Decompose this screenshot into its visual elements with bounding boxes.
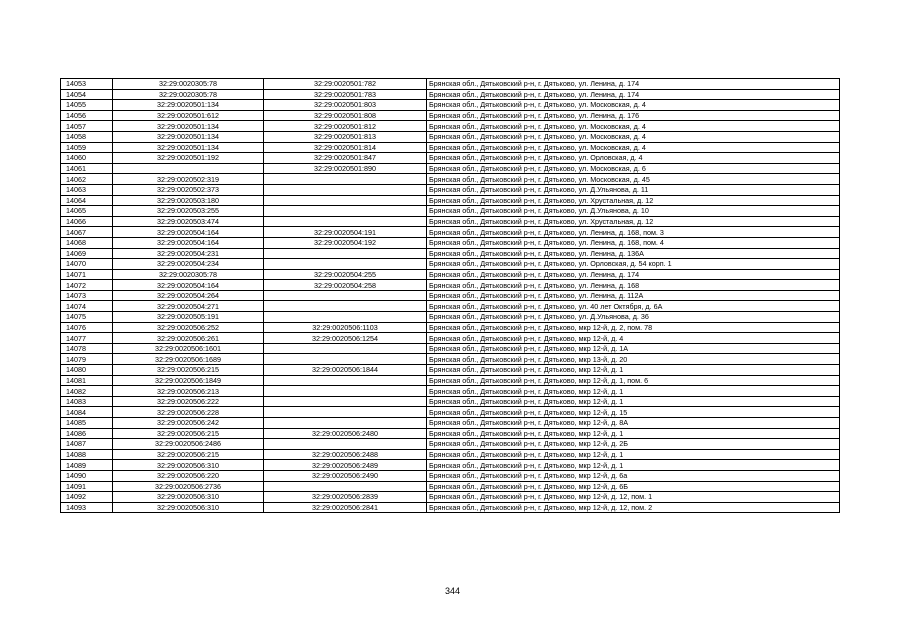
parcel-number-cell: 32:29:0020506:1601 <box>113 343 264 354</box>
address-cell: Брянская обл., Дятьковский р-н, г. Дятьково, мкр 12-й, д. 1 <box>427 460 840 471</box>
parcel-number-cell: 32:29:0020506:2486 <box>113 439 264 450</box>
address-cell: Брянская обл., Дятьковский р-н, г. Дятьково, ул. Московская, д. 4 <box>427 121 840 132</box>
table-row <box>61 407 840 418</box>
object-number-cell <box>264 301 427 312</box>
table-row <box>61 280 840 291</box>
object-number-cell <box>264 343 427 354</box>
parcel-number-cell: 32:29:0020501:134 <box>113 142 264 153</box>
address-cell: Брянская обл., Дятьковский р-н, г. Дятьково, ул. Ленина, д. 168 <box>427 280 840 291</box>
object-number-cell <box>264 439 427 450</box>
row-number-cell: 14090 <box>61 470 113 481</box>
row-number-cell: 14069 <box>61 248 113 259</box>
parcel-number-cell: 32:29:0020504:164 <box>113 280 264 291</box>
address-cell: Брянская обл., Дятьковский р-н, г. Дятьково, ул. Хрустальная, д. 12 <box>427 216 840 227</box>
object-number-cell: 32:29:0020506:1103 <box>264 322 427 333</box>
table-row <box>61 418 840 429</box>
row-number-cell: 14064 <box>61 195 113 206</box>
object-number-cell: 32:29:0020506:2488 <box>264 449 427 460</box>
address-cell: Брянская обл., Дятьковский р-н, г. Дятьково, мкр 12-й, д. 1 <box>427 449 840 460</box>
table-row <box>61 375 840 386</box>
parcel-number-cell: 32:29:0020506:261 <box>113 333 264 344</box>
address-cell: Брянская обл., Дятьковский р-н, г. Дятьково, мкр 12-й, д. 8А <box>427 418 840 429</box>
table-row <box>61 174 840 185</box>
parcel-number-cell: 32:29:0020506:222 <box>113 396 264 407</box>
object-number-cell: 32:29:0020504:255 <box>264 269 427 280</box>
address-cell: Брянская обл., Дятьковский р-н, г. Дятьково, мкр 12-й, д. 1А <box>427 343 840 354</box>
registry-table <box>60 78 840 513</box>
row-number-cell: 14065 <box>61 206 113 217</box>
parcel-number-cell: 32:29:0020504:234 <box>113 259 264 270</box>
row-number-cell: 14055 <box>61 100 113 111</box>
row-number-cell: 14079 <box>61 354 113 365</box>
row-number-cell: 14061 <box>61 163 113 174</box>
row-number-cell: 14077 <box>61 333 113 344</box>
object-number-cell: 32:29:0020504:258 <box>264 280 427 291</box>
parcel-number-cell: 32:29:0020501:134 <box>113 131 264 142</box>
parcel-number-cell: 32:29:0020506:310 <box>113 492 264 503</box>
parcel-number-cell: 32:29:0020501:192 <box>113 153 264 164</box>
parcel-number-cell: 32:29:0020506:252 <box>113 322 264 333</box>
row-number-cell: 14076 <box>61 322 113 333</box>
row-number-cell: 14053 <box>61 79 113 90</box>
address-cell: Брянская обл., Дятьковский р-н, г. Дятьково, мкр 12-й, д. 1 <box>427 386 840 397</box>
parcel-number-cell: 32:29:0020504:164 <box>113 237 264 248</box>
object-number-cell: 32:29:0020501:847 <box>264 153 427 164</box>
row-number-cell: 14054 <box>61 89 113 100</box>
row-number-cell: 14056 <box>61 110 113 121</box>
object-number-cell: 32:29:0020501:782 <box>264 79 427 90</box>
object-number-cell: 32:29:0020501:808 <box>264 110 427 121</box>
table-row <box>61 100 840 111</box>
table-row <box>61 460 840 471</box>
row-number-cell: 14059 <box>61 142 113 153</box>
table-row <box>61 131 840 142</box>
parcel-number-cell: 32:29:0020506:213 <box>113 386 264 397</box>
table-row <box>61 163 840 174</box>
table-row <box>61 481 840 492</box>
parcel-number-cell: 32:29:0020502:373 <box>113 184 264 195</box>
table-row <box>61 312 840 323</box>
table-row <box>61 449 840 460</box>
object-number-cell <box>264 375 427 386</box>
parcel-number-cell: 32:29:0020503:255 <box>113 206 264 217</box>
row-number-cell: 14060 <box>61 153 113 164</box>
table-row <box>61 354 840 365</box>
row-number-cell: 14068 <box>61 237 113 248</box>
address-cell: Брянская обл., Дятьковский р-н, г. Дятьково, ул. Московская, д. 4 <box>427 100 840 111</box>
row-number-cell: 14057 <box>61 121 113 132</box>
row-number-cell: 14087 <box>61 439 113 450</box>
table-row <box>61 301 840 312</box>
table-row <box>61 428 840 439</box>
table-row <box>61 439 840 450</box>
address-cell: Брянская обл., Дятьковский р-н, г. Дятьково, мкр 12-й, д. 1 <box>427 396 840 407</box>
row-number-cell: 14075 <box>61 312 113 323</box>
row-number-cell: 14082 <box>61 386 113 397</box>
parcel-number-cell: 32:29:0020506:228 <box>113 407 264 418</box>
table-row <box>61 195 840 206</box>
address-cell: Брянская обл., Дятьковский р-н, г. Дятьково, ул. Д.Ульянова, д. 10 <box>427 206 840 217</box>
parcel-number-cell: 32:29:0020305:78 <box>113 79 264 90</box>
parcel-number-cell: 32:29:0020501:612 <box>113 110 264 121</box>
row-number-cell: 14080 <box>61 365 113 376</box>
address-cell: Брянская обл., Дятьковский р-н, г. Дятьково, мкр 12-й, д. 4 <box>427 333 840 344</box>
object-number-cell <box>264 248 427 259</box>
row-number-cell: 14089 <box>61 460 113 471</box>
row-number-cell: 14086 <box>61 428 113 439</box>
table-row <box>61 206 840 217</box>
object-number-cell: 32:29:0020506:2841 <box>264 502 427 513</box>
address-cell: Брянская обл., Дятьковский р-н, г. Дятьково, ул. Орловская, д. 54 корп. 1 <box>427 259 840 270</box>
object-number-cell: 32:29:0020506:2480 <box>264 428 427 439</box>
page-number: 344 <box>444 586 461 596</box>
address-cell: Брянская обл., Дятьковский р-н, г. Дятьково, ул. Хрустальная, д. 12 <box>427 195 840 206</box>
parcel-number-cell: 32:29:0020506:310 <box>113 502 264 513</box>
table-row <box>61 216 840 227</box>
table-row <box>61 89 840 100</box>
object-number-cell <box>264 216 427 227</box>
row-number-cell: 14066 <box>61 216 113 227</box>
table-row <box>61 290 840 301</box>
object-number-cell: 32:29:0020504:192 <box>264 237 427 248</box>
parcel-number-cell: 32:29:0020504:264 <box>113 290 264 301</box>
address-cell: Брянская обл., Дятьковский р-н, г. Дятьково, ул. Московская, д. 6 <box>427 163 840 174</box>
address-cell: Брянская обл., Дятьковский р-н, г. Дятьково, ул. Д.Ульянова, д. 11 <box>427 184 840 195</box>
object-number-cell <box>264 290 427 301</box>
row-number-cell: 14088 <box>61 449 113 460</box>
table-row <box>61 492 840 503</box>
parcel-number-cell: 32:29:0020503:474 <box>113 216 264 227</box>
row-number-cell: 14074 <box>61 301 113 312</box>
parcel-number-cell: 32:29:0020506:2736 <box>113 481 264 492</box>
row-number-cell: 14073 <box>61 290 113 301</box>
object-number-cell: 32:29:0020501:783 <box>264 89 427 100</box>
address-cell: Брянская обл., Дятьковский р-н, г. Дятьково, ул. Ленина, д. 174 <box>427 79 840 90</box>
address-cell: Брянская обл., Дятьковский р-н, г. Дятьково, мкр 12-й, д. 6а <box>427 470 840 481</box>
table-row <box>61 227 840 238</box>
object-number-cell <box>264 184 427 195</box>
object-number-cell <box>264 206 427 217</box>
object-number-cell: 32:29:0020504:191 <box>264 227 427 238</box>
table-row <box>61 269 840 280</box>
object-number-cell <box>264 386 427 397</box>
parcel-number-cell: 32:29:0020504:164 <box>113 227 264 238</box>
row-number-cell: 14071 <box>61 269 113 280</box>
row-number-cell: 14081 <box>61 375 113 386</box>
object-number-cell <box>264 195 427 206</box>
object-number-cell <box>264 174 427 185</box>
object-number-cell: 32:29:0020506:2839 <box>264 492 427 503</box>
table-row <box>61 142 840 153</box>
row-number-cell: 14058 <box>61 131 113 142</box>
table-row <box>61 259 840 270</box>
object-number-cell <box>264 396 427 407</box>
row-number-cell: 14072 <box>61 280 113 291</box>
parcel-number-cell: 32:29:0020503:180 <box>113 195 264 206</box>
object-number-cell: 32:29:0020501:812 <box>264 121 427 132</box>
address-cell: Брянская обл., Дятьковский р-н, г. Дятьково, мкр 12-й, д. 1 <box>427 428 840 439</box>
object-number-cell: 32:29:0020506:1844 <box>264 365 427 376</box>
parcel-number-cell: 32:29:0020505:191 <box>113 312 264 323</box>
row-number-cell: 14085 <box>61 418 113 429</box>
address-cell: Брянская обл., Дятьковский р-н, г. Дятьково, ул. Ленина, д. 168, пом. 3 <box>427 227 840 238</box>
address-cell: Брянская обл., Дятьковский р-н, г. Дятьково, ул. Московская, д. 4 <box>427 142 840 153</box>
row-number-cell: 14093 <box>61 502 113 513</box>
parcel-number-cell: 32:29:0020506:310 <box>113 460 264 471</box>
address-cell: Брянская обл., Дятьковский р-н, г. Дятьково, ул. Ленина, д. 176 <box>427 110 840 121</box>
object-number-cell: 32:29:0020501:813 <box>264 131 427 142</box>
table-row <box>61 184 840 195</box>
table-row <box>61 470 840 481</box>
parcel-number-cell: 32:29:0020305:78 <box>113 269 264 280</box>
address-cell: Брянская обл., Дятьковский р-н, г. Дятьково, мкр 12-й, д. 6Б <box>427 481 840 492</box>
parcel-number-cell: 32:29:0020305:78 <box>113 89 264 100</box>
table-row <box>61 343 840 354</box>
address-cell: Брянская обл., Дятьковский р-н, г. Дятьково, мкр 12-й, д. 1, пом. 6 <box>427 375 840 386</box>
object-number-cell <box>264 259 427 270</box>
row-number-cell: 14083 <box>61 396 113 407</box>
address-cell: Брянская обл., Дятьковский р-н, г. Дятьково, мкр 12-й, д. 2, пом. 78 <box>427 322 840 333</box>
table-row <box>61 502 840 513</box>
address-cell: Брянская обл., Дятьковский р-н, г. Дятьково, ул. 40 лет Октября, д. 6А <box>427 301 840 312</box>
address-cell: Брянская обл., Дятьковский р-н, г. Дятьково, ул. Московская, д. 45 <box>427 174 840 185</box>
object-number-cell: 32:29:0020506:2489 <box>264 460 427 471</box>
row-number-cell: 14092 <box>61 492 113 503</box>
row-number-cell: 14063 <box>61 184 113 195</box>
address-cell: Брянская обл., Дятьковский р-н, г. Дятьково, ул. Ленина, д. 174 <box>427 269 840 280</box>
object-number-cell: 32:29:0020506:1254 <box>264 333 427 344</box>
parcel-number-cell: 32:29:0020506:242 <box>113 418 264 429</box>
object-number-cell: 32:29:0020506:2490 <box>264 470 427 481</box>
table-row <box>61 121 840 132</box>
object-number-cell: 32:29:0020501:814 <box>264 142 427 153</box>
object-number-cell <box>264 312 427 323</box>
row-number-cell: 14091 <box>61 481 113 492</box>
object-number-cell <box>264 407 427 418</box>
address-cell: Брянская обл., Дятьковский р-н, г. Дятьково, мкр 12-й, д. 12, пом. 2 <box>427 502 840 513</box>
parcel-number-cell <box>113 163 264 174</box>
object-number-cell: 32:29:0020501:803 <box>264 100 427 111</box>
parcel-number-cell: 32:29:0020501:134 <box>113 100 264 111</box>
address-cell: Брянская обл., Дятьковский р-н, г. Дятьково, ул. Московская, д. 4 <box>427 131 840 142</box>
parcel-number-cell: 32:29:0020506:1689 <box>113 354 264 365</box>
address-cell: Брянская обл., Дятьковский р-н, г. Дятьково, мкр 13-й, д. 20 <box>427 354 840 365</box>
address-cell: Брянская обл., Дятьковский р-н, г. Дятьково, ул. Д.Ульянова, д. 36 <box>427 312 840 323</box>
table-row <box>61 110 840 121</box>
table-row <box>61 386 840 397</box>
address-cell: Брянская обл., Дятьковский р-н, г. Дятьково, ул. Ленина, д. 136А <box>427 248 840 259</box>
address-cell: Брянская обл., Дятьковский р-н, г. Дятьково, мкр 12-й, д. 15 <box>427 407 840 418</box>
parcel-number-cell: 32:29:0020504:231 <box>113 248 264 259</box>
address-cell: Брянская обл., Дятьковский р-н, г. Дятьково, мкр 12-й, д. 12, пом. 1 <box>427 492 840 503</box>
address-cell: Брянская обл., Дятьковский р-н, г. Дятьково, ул. Ленина, д. 112А <box>427 290 840 301</box>
registry-table-body <box>61 79 840 513</box>
parcel-number-cell: 32:29:0020502:319 <box>113 174 264 185</box>
parcel-number-cell: 32:29:0020506:215 <box>113 449 264 460</box>
parcel-number-cell: 32:29:0020506:1849 <box>113 375 264 386</box>
row-number-cell: 14067 <box>61 227 113 238</box>
row-number-cell: 14070 <box>61 259 113 270</box>
table-row <box>61 153 840 164</box>
table-row <box>61 322 840 333</box>
table-row <box>61 365 840 376</box>
table-row <box>61 79 840 90</box>
row-number-cell: 14062 <box>61 174 113 185</box>
table-row <box>61 333 840 344</box>
table-row <box>61 248 840 259</box>
parcel-number-cell: 32:29:0020506:215 <box>113 428 264 439</box>
address-cell: Брянская обл., Дятьковский р-н, г. Дятьково, ул. Ленина, д. 168, пом. 4 <box>427 237 840 248</box>
table-row <box>61 237 840 248</box>
row-number-cell: 14084 <box>61 407 113 418</box>
parcel-number-cell: 32:29:0020506:220 <box>113 470 264 481</box>
address-cell: Брянская обл., Дятьковский р-н, г. Дятьково, мкр 12-й, д. 1 <box>427 365 840 376</box>
table-row <box>61 396 840 407</box>
parcel-number-cell: 32:29:0020504:271 <box>113 301 264 312</box>
object-number-cell <box>264 354 427 365</box>
object-number-cell: 32:29:0020501:890 <box>264 163 427 174</box>
object-number-cell <box>264 418 427 429</box>
object-number-cell <box>264 481 427 492</box>
parcel-number-cell: 32:29:0020506:215 <box>113 365 264 376</box>
address-cell: Брянская обл., Дятьковский р-н, г. Дятьково, мкр 12-й, д. 2Б <box>427 439 840 450</box>
row-number-cell: 14078 <box>61 343 113 354</box>
address-cell: Брянская обл., Дятьковский р-н, г. Дятьково, ул. Ленина, д. 174 <box>427 89 840 100</box>
address-cell: Брянская обл., Дятьковский р-н, г. Дятьково, ул. Орловская, д. 4 <box>427 153 840 164</box>
parcel-number-cell: 32:29:0020501:134 <box>113 121 264 132</box>
